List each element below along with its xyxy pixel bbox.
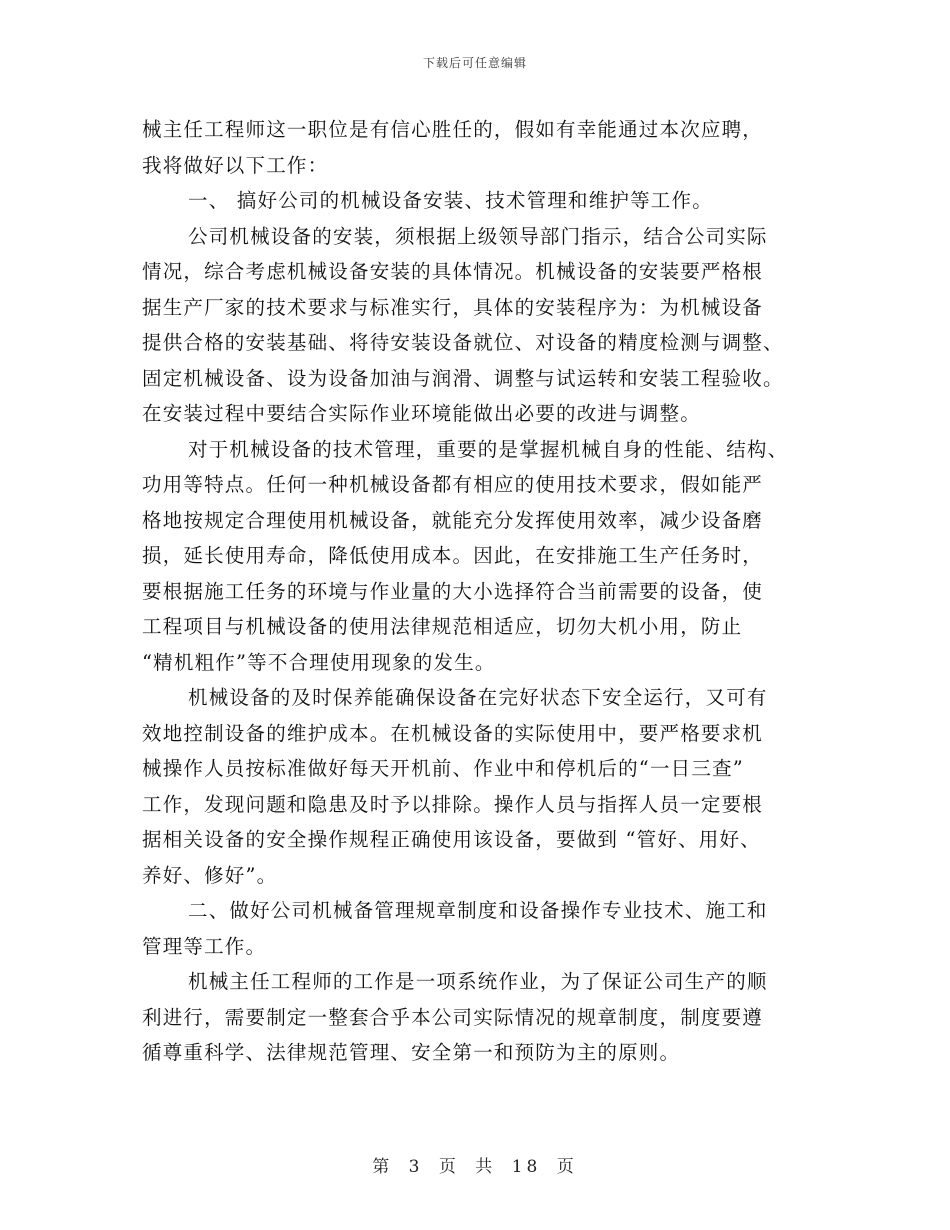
body-line: 机械主任工程师的工作是一项系统作业，为了保证公司生产的顺 xyxy=(188,970,768,993)
body-line: 提供合格的安装基础、将待安装设备就位、对设备的精度检测与调整、 xyxy=(142,331,784,354)
body-line: 对于机械设备的技术管理，重要的是掌握机械自身的性能、结构、 xyxy=(188,437,789,461)
body-line: 管理等工作。 xyxy=(142,934,267,958)
body-line: 工程项目与机械设备的使用法律规范相适应，切勿大机小用，防止 xyxy=(142,615,743,638)
body-line: 效地控制设备的维护成本。在机械设备的实际使用中，要严格要求机 xyxy=(142,721,764,745)
body-line: 据生产厂家的技术要求与标准实行，具体的安装程序为：为机械设备 xyxy=(142,295,764,319)
body-line: 利进行，需要制定一整套合乎本公司实际情况的规章制度，制度要遵 xyxy=(142,1005,764,1029)
page-footer: 第 3 页 共 18 页 xyxy=(372,1157,578,1177)
body-line: 在安装过程中要结合实际作业环境能做出必要的改进与调整。 xyxy=(142,402,701,425)
document-body xyxy=(142,112,814,1071)
body-line: 械操作人员按标准做好每天开机前、作业中和停机后的“一日三查” xyxy=(142,757,744,780)
body-line: 公司机械设备的安装，须根据上级领导部门指示，结合公司实际 xyxy=(188,224,768,248)
body-line: 要根据施工任务的环境与作业量的大小选择符合当前需要的设备，使 xyxy=(142,579,764,603)
body-line: 据相关设备的安全操作规程正确使用该设备，要做到 “管好、用好、 xyxy=(142,828,761,851)
body-line: 固定机械设备、设为设备加油与润滑、调整与试运转和安装工程验收。 xyxy=(142,366,784,390)
body-line: 功用等特点。任何一种机械设备都有相应的使用技术要求，假如能严 xyxy=(142,473,764,496)
body-line: 格地按规定合理使用机械设备，就能充分发挥使用效率，减少设备磨 xyxy=(142,508,764,532)
body-line: 情况，综合考虑机械设备安装的具体情况。机械设备的安装要严格根 xyxy=(142,260,764,283)
body-line: 械主任工程师这一职位是有信心胜任的，假如有幸能通过本次应聘， xyxy=(142,118,764,141)
body-line: “精机粗作”等不合理使用现象的发生。 xyxy=(142,650,496,674)
body-line: 循尊重科学、法律规范管理、安全第一和预防为主的原则。 xyxy=(142,1041,681,1064)
body-line: 我将做好以下工作： xyxy=(142,153,329,177)
section-heading: 一、 搞好公司的机械设备安装、技术管理和维护等工作。 xyxy=(188,189,713,212)
body-line: 机械设备的及时保养能确保设备在完好状态下安全运行，又可有 xyxy=(188,686,768,709)
body-line: 养好、修好”。 xyxy=(142,863,278,887)
section-heading: 二、做好公司机械备管理规章制度和设备操作专业技术、施工和 xyxy=(188,899,768,922)
page-header: 下载后可任意编辑 xyxy=(422,56,527,70)
body-line: 工作，发现问题和隐患及时予以排除。操作人员与指挥人员一定要根 xyxy=(142,792,764,816)
body-line: 损，延长使用寿命，降低使用成本。因此，在安排施工生产任务时， xyxy=(142,544,764,567)
